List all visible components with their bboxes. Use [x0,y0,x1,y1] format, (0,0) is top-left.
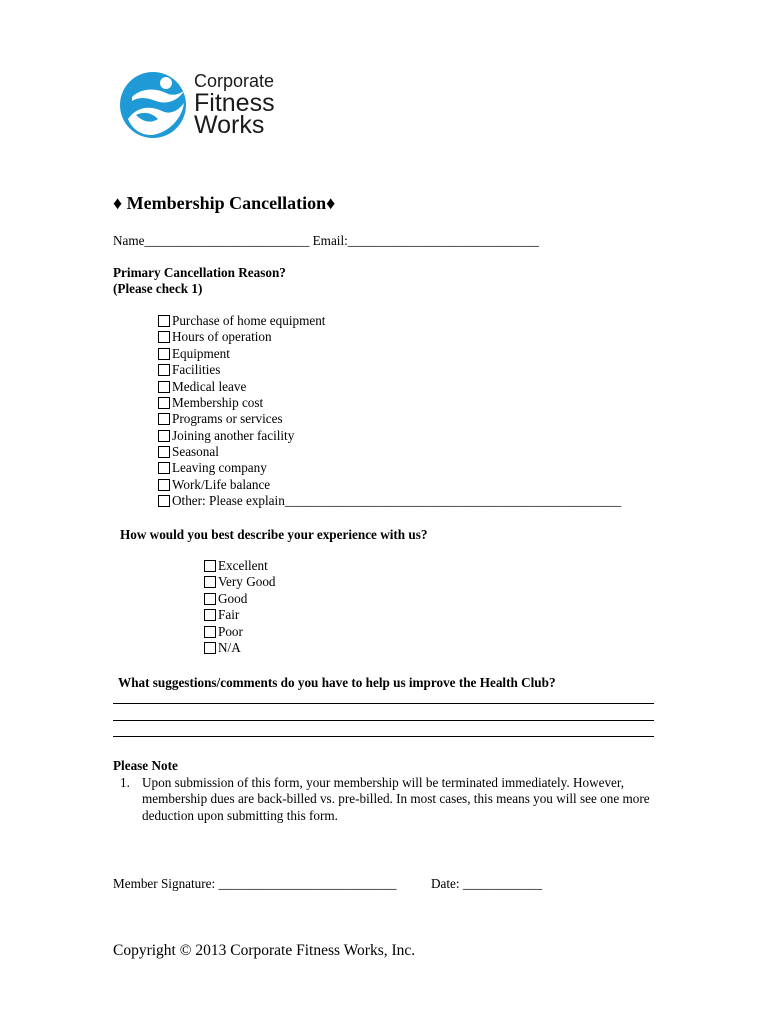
checkbox-label: Excellent [218,558,268,574]
checkbox-label: Leaving company [172,460,267,476]
reason-option[interactable] [158,411,283,427]
checkbox-label: Seasonal [172,443,219,459]
checkbox-label: Good [218,590,248,606]
experience-option[interactable] [204,574,276,590]
experience-question: How would you best describe your experience with us? [120,527,428,542]
date-field[interactable]: Date: ____________ [431,876,542,891]
checkbox-label: N/A [218,639,241,655]
checkbox[interactable] [158,364,170,376]
experience-option[interactable] [204,591,247,607]
checkbox-label: Poor [218,623,243,639]
checkbox[interactable] [158,495,170,507]
reason-option[interactable] [158,395,263,411]
checkbox[interactable] [204,593,216,605]
logo-text-fitness: Fitness [194,89,275,117]
checkbox[interactable] [158,381,170,393]
checkbox-label: Very Good [218,574,276,590]
experience-option[interactable] [204,607,239,623]
note-heading: Please Note [113,758,178,773]
suggestions-question: What suggestions/comments do you have to help us improve the Health Club? [118,675,556,690]
checkbox[interactable] [204,576,216,588]
comment-line[interactable] [113,703,654,704]
note-text: Upon submission of this form, your membership will be terminated immediately. However, membership dues are back-billed vs. pre-billed. In most cases, this means you will see one more deduction upon submitting this form. [142,775,650,823]
reason-option[interactable] [158,362,220,378]
experience-option[interactable] [204,558,268,574]
checkbox-label: Joining another facility [172,427,295,443]
checkbox-label: Work/Life balance [172,476,271,492]
reason-question: Primary Cancellation Reason? [113,265,286,280]
reason-option[interactable] [158,493,621,509]
reason-option[interactable] [158,329,272,345]
comment-line[interactable] [113,720,654,721]
checkbox[interactable] [158,315,170,327]
checkbox[interactable] [158,462,170,474]
copyright-footer: Copyright © 2013 Corporate Fitness Works, Inc. [113,942,416,959]
checkbox[interactable] [158,397,170,409]
logo-text-corporate: Corporate [194,71,275,91]
checkbox-label: Programs or services [172,411,283,427]
checkbox-label: Medical leave [172,378,247,394]
checkbox[interactable] [158,348,170,360]
checkbox-label: Purchase of home equipment [172,313,326,329]
checkbox-label: Facilities [172,362,221,378]
checkbox-label: Membership cost [172,394,264,410]
logo-swirl-icon [118,67,190,143]
reason-option[interactable] [158,427,294,443]
checkbox[interactable] [204,626,216,638]
reason-option[interactable] [158,460,267,476]
reason-option[interactable] [158,313,325,329]
checkbox[interactable] [204,560,216,572]
checkbox[interactable] [158,413,170,425]
checkbox[interactable] [158,331,170,343]
form-title: ♦ Membership Cancellation♦ [113,193,336,213]
experience-option[interactable] [204,640,241,656]
checkbox-label: Equipment [172,345,230,361]
checkbox[interactable] [158,446,170,458]
reason-option[interactable] [158,477,270,493]
checkbox-label: Hours of operation [172,329,272,345]
checkbox[interactable] [158,479,170,491]
company-logo [118,67,278,147]
checkbox-label: Fair [218,607,240,623]
checkbox[interactable] [158,430,170,442]
reason-option[interactable] [158,378,246,394]
checkbox[interactable] [204,609,216,621]
member-signature-field[interactable]: Member Signature: ___________________________ [113,876,397,891]
checkbox[interactable] [204,642,216,654]
reason-option[interactable] [158,444,219,460]
experience-option[interactable] [204,623,243,639]
logo-text-works: Works [194,111,265,139]
reason-option[interactable] [158,346,230,362]
checkbox-label: Other: Please explain___________________________________________________ [172,492,622,508]
note-number: 1. [120,775,130,790]
reason-instruction: (Please check 1) [113,281,203,296]
comment-line[interactable] [113,736,654,737]
name-email-field[interactable]: Name_________________________ Email:_____________________________ [113,233,540,248]
